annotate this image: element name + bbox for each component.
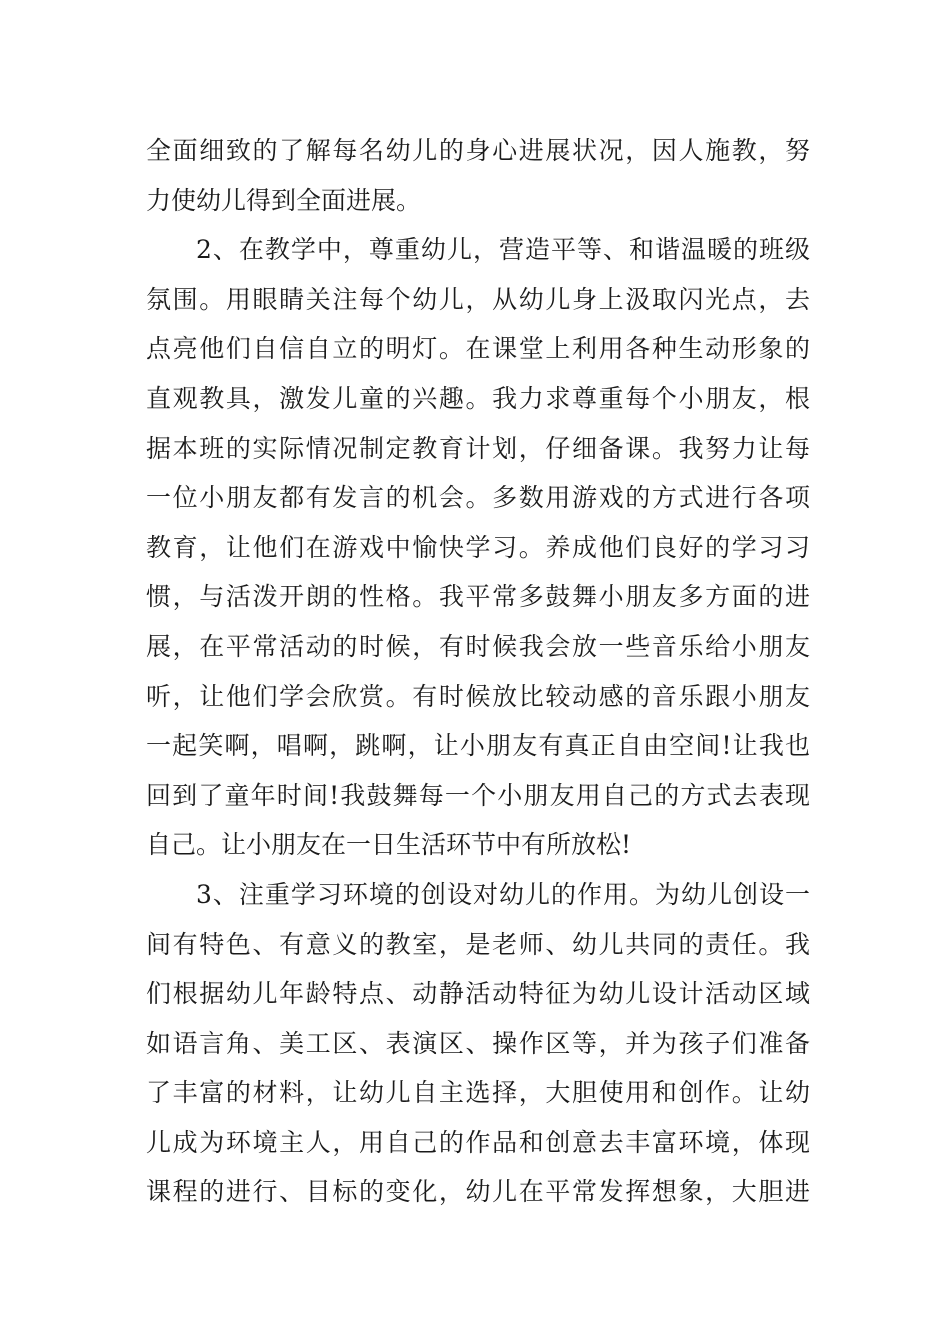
paragraph-start-line: 2、在教学中，尊重幼儿，营造平等、和谐温暖的班级 xyxy=(196,235,810,265)
text-line: 课程的进行、目标的变化，幼儿在平常发挥想象，大胆进 xyxy=(146,1177,810,1207)
paragraph-start-line: 3、注重学习环境的创设对幼儿的作用。为幼儿创设一 xyxy=(196,879,810,909)
text-line: 一起笑啊，唱啊，跳啊，让小朋友有真正自由空间!让我也 xyxy=(146,731,810,761)
text-line: 惯，与活泼开朗的性格。我平常多鼓舞小朋友多方面的进 xyxy=(146,582,810,612)
text-line: 展，在平常活动的时候，有时候我会放一些音乐给小朋友 xyxy=(146,631,810,661)
text-line: 回到了童年时间!我鼓舞每一个小朋友用自己的方式去表现 xyxy=(146,780,810,810)
text-line: 儿成为环境主人，用自己的作品和创意去丰富环境，体现 xyxy=(146,1127,810,1157)
text-line: 们根据幼儿年龄特点、动静活动特征为幼儿设计活动区域 xyxy=(146,979,810,1009)
text-line: 力使幼儿得到全面进展。 xyxy=(146,185,422,215)
text-line: 间有特色、有意义的教室，是老师、幼儿共同的责任。我 xyxy=(146,929,810,959)
text-line: 据本班的实际情况制定教育计划，仔细备课。我努力让每 xyxy=(146,433,810,463)
text-line: 一位小朋友都有发言的机会。多数用游戏的方式进行各项 xyxy=(146,483,810,513)
text-line: 氛围。用眼睛关注每个幼儿，从幼儿身上汲取闪光点，去 xyxy=(146,284,810,314)
text-line: 如语言角、美工区、表演区、操作区等，并为孩子们准备 xyxy=(146,1028,810,1058)
text-line: 了丰富的材料，让幼儿自主选择，大胆使用和创作。让幼 xyxy=(146,1078,810,1108)
text-line: 听，让他们学会欣赏。有时候放比较动感的音乐跟小朋友 xyxy=(146,681,810,711)
text-line: 点亮他们自信自立的明灯。在课堂上利用各种生动形象的 xyxy=(146,334,810,364)
text-line: 教育，让他们在游戏中愉快学习。养成他们良好的学习习 xyxy=(146,532,810,562)
text-line: 直观教具，激发儿童的兴趣。我力求尊重每个小朋友，根 xyxy=(146,383,810,413)
body-text xyxy=(146,126,810,1217)
text-line: 自己。让小朋友在一日生活环节中有所放松! xyxy=(146,830,632,860)
text-line: 全面细致的了解每名幼儿的身心进展状况，因人施教，努 xyxy=(146,136,810,165)
